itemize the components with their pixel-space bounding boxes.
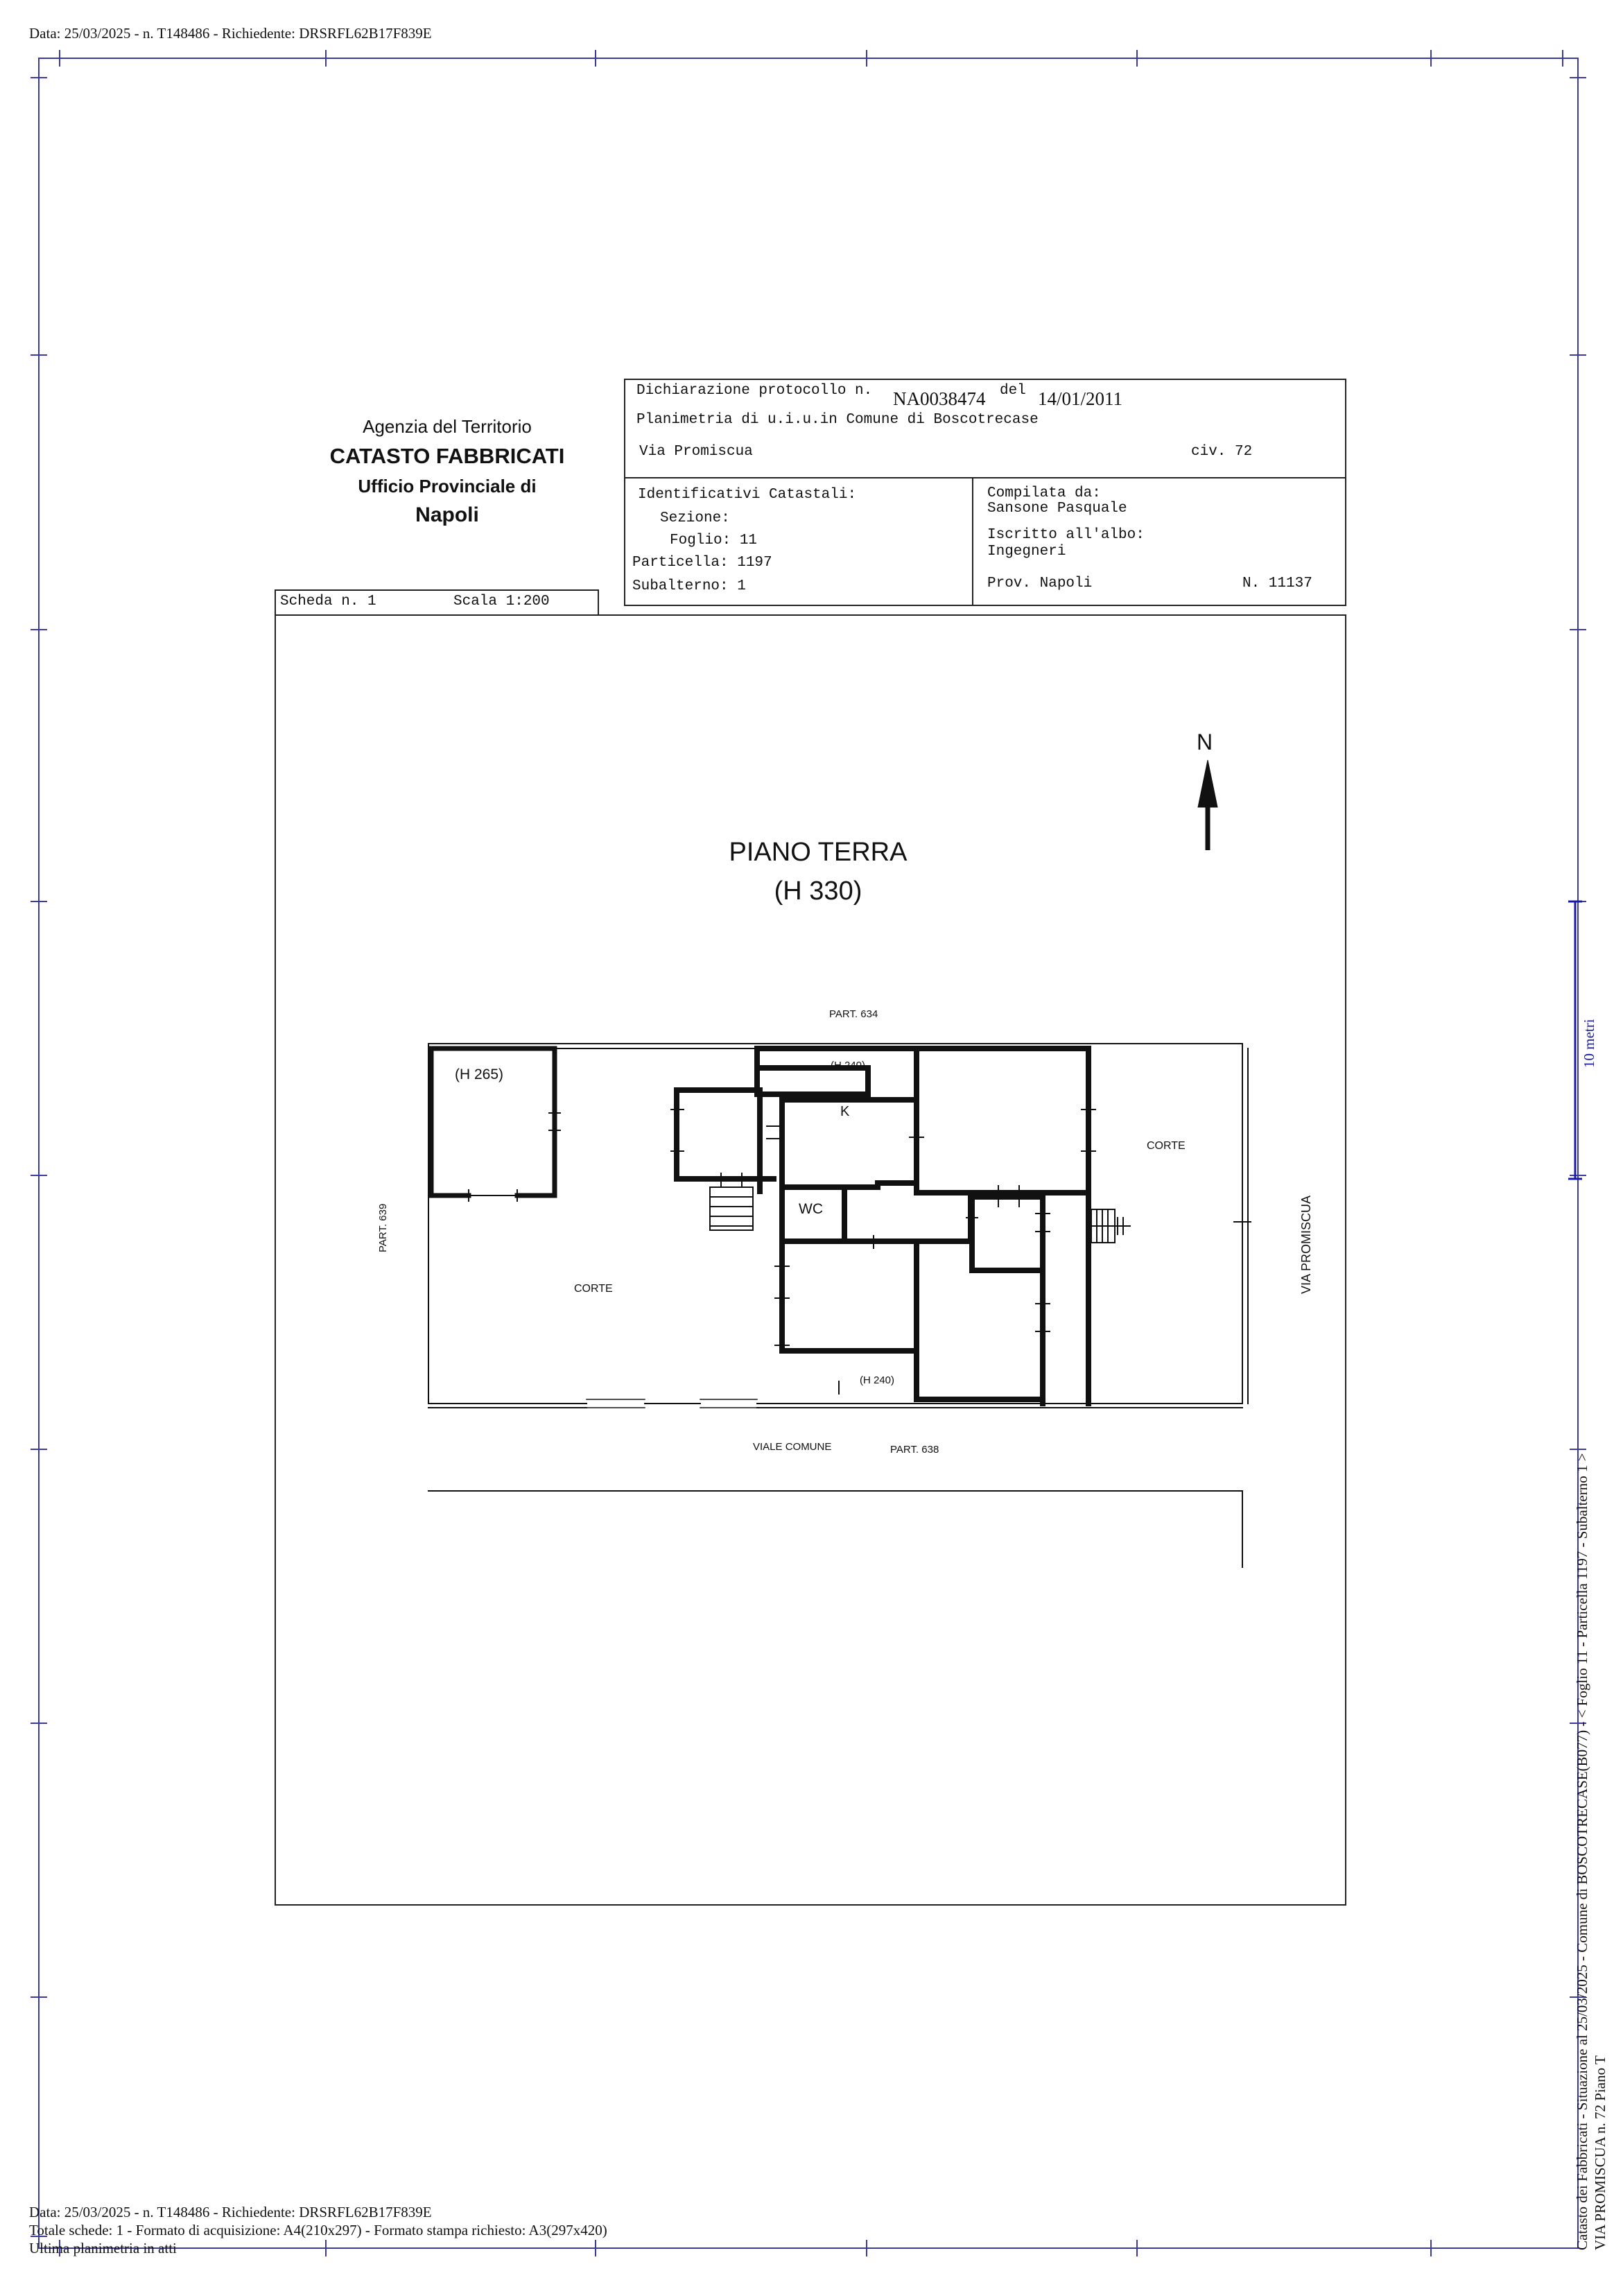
compiler-name: Sansone Pasquale [987, 501, 1127, 517]
catasto-title: CATASTO FABBRICATI [329, 444, 565, 468]
label-shed-height: (H 265) [455, 1067, 504, 1082]
header-request-line: Data: 25/03/2025 - n. T148486 - Richiedente: DRSRFL62B17F839E [29, 25, 432, 42]
street-address: Via Promiscua [639, 444, 753, 460]
footer-request-line: Data: 25/03/2025 - n. T148486 - Richiedente: DRSRFL62B17F839E [29, 2204, 432, 2220]
office-label: Ufficio Provinciale di [358, 476, 537, 497]
side-note-line1: Catasto dei Fabbricati - Situazione al 25/03/2025 - Comune di BOSCOTRECASE(B077) - < Foglio 11 - Particella 1197 - Subalterno 1 > [1574, 1453, 1590, 2250]
floor-height: (H 330) [774, 877, 862, 906]
east-steps [1088, 1209, 1130, 1243]
sheet-number: Scheda n. 1 [280, 594, 376, 610]
albo-value: Ingegneri [987, 544, 1066, 560]
label-corte-west: CORTE [574, 1283, 613, 1295]
label-viale-comune: VIALE COMUNE [753, 1441, 832, 1453]
label-wc: WC [799, 1201, 823, 1217]
compiler-province: Prov. Napoli [987, 576, 1093, 592]
protocol-date: 14/01/2011 [1038, 388, 1123, 409]
street-lines [428, 1491, 1242, 1567]
civic-number: civ. 72 [1191, 444, 1253, 460]
footer-format-line: Totale schede: 1 - Formato di acquisizione: A4(210x297) - Formato stampa richiesto: A3(297x420) [29, 2222, 607, 2238]
label-part-638: PART. 638 [890, 1444, 939, 1456]
agency-name: Agenzia del Territorio [363, 416, 532, 437]
label-kitchen: K [840, 1104, 850, 1119]
identifier-particella: Particella: 1197 [632, 555, 772, 571]
entrance-steps [710, 1187, 753, 1230]
plan-municipality-line: Planimetria di u.i.u.in Comune di Boscotrecase [636, 412, 1039, 428]
label-corte-east: CORTE [1147, 1140, 1186, 1152]
compiler-label: Compilata da: [987, 485, 1101, 501]
identifier-sezione: Sezione: [660, 510, 730, 526]
label-height-top: (H 240) [831, 1060, 866, 1071]
side-note-line2: VIA PROMISCUA n. 72 Piano T [1592, 2055, 1608, 2250]
protocol-del-label: del [1000, 383, 1026, 399]
scale-bar-label: 10 metri [1581, 1019, 1597, 1068]
office-city: Napoli [415, 503, 479, 526]
sheet-scale: Scala 1:200 [453, 594, 550, 610]
protocol-number: NA0038474 [893, 388, 986, 409]
compiler-registration-number: N. 11137 [1242, 576, 1312, 592]
albo-label: Iscritto all'albo: [987, 527, 1145, 543]
label-height-bottom: (H 240) [860, 1374, 895, 1386]
label-part-639: PART. 639 [377, 1203, 389, 1252]
label-part-634: PART. 634 [829, 1008, 878, 1020]
label-via-promiscua: VIA PROMISCUA [1299, 1195, 1313, 1294]
north-arrow-icon [1198, 760, 1217, 850]
identifier-foglio: Foglio: 11 [670, 533, 758, 549]
identifier-subalterno: Subalterno: 1 [632, 578, 746, 594]
protocol-label: Dichiarazione protocollo n. [636, 383, 873, 399]
floor-title: PIANO TERRA [729, 838, 908, 867]
north-label: N [1197, 730, 1213, 754]
footer-last-plan-line: Ultima planimetria in atti [29, 2240, 177, 2256]
identifiers-title: Identificativi Catastali: [638, 487, 857, 503]
